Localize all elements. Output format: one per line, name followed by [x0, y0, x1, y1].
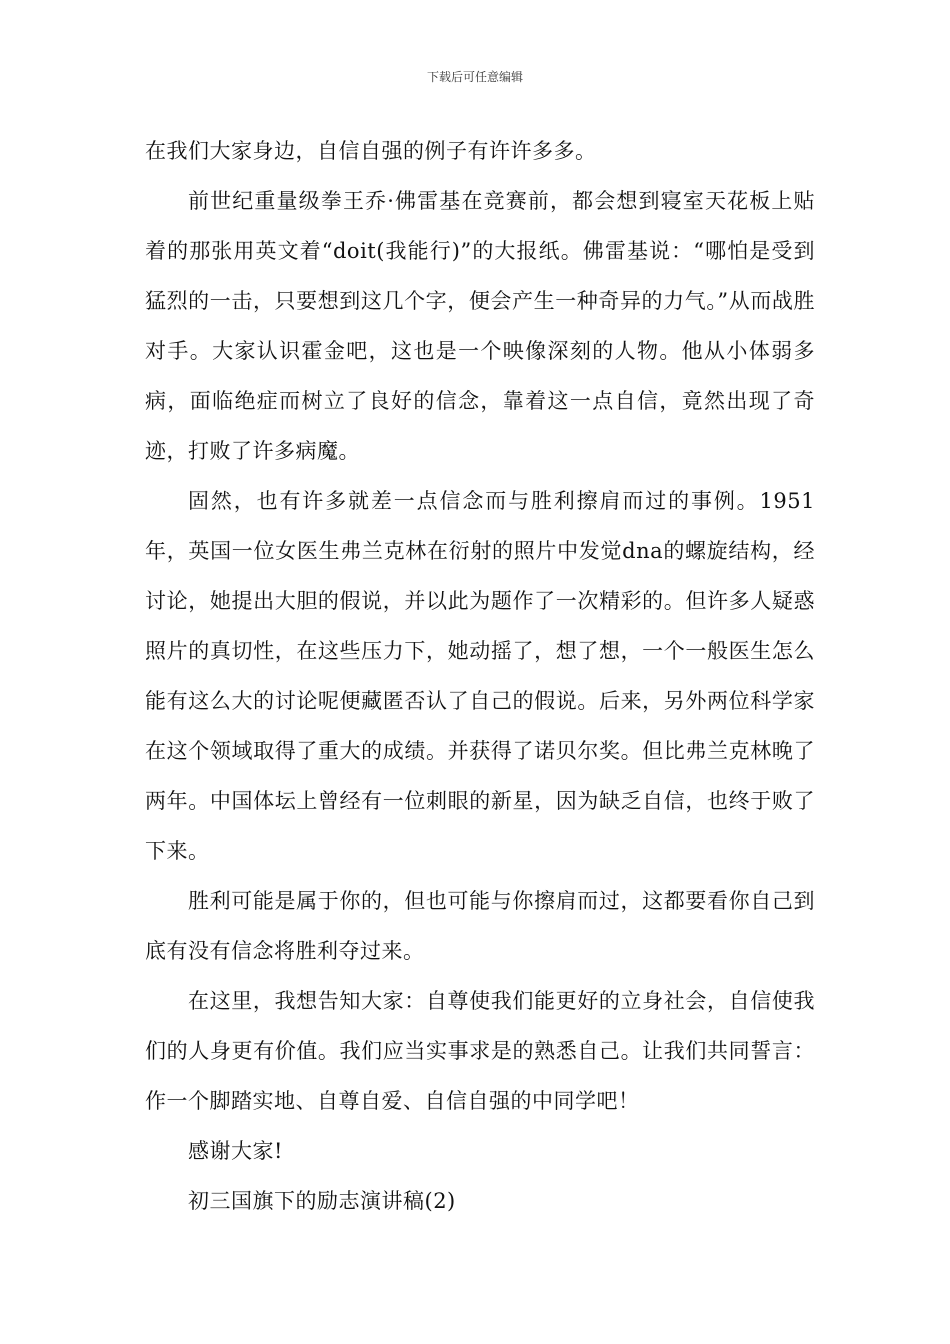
paragraph-4: 胜利可能是属于你的，但也可能与你擦肩而过，这都要看你自己到底有没有信念将胜利夺过来。	[145, 889, 815, 963]
paragraph-5: 在这里，我想告知大家：自尊使我们能更好的立身社会，自信使我们的人身更有价值。我们应当实事求是的熟悉自己。让我们共同誓言：作一个脚踏实地、自尊自爱、自信自强的中同学吧！	[145, 989, 815, 1113]
paragraph-2: 前世纪重量级拳王乔·佛雷基在竞赛前，都会想到寝室天花板上贴着的那张用英文着“doit(我能行)”的大报纸。佛雷基说：“哪怕是受到猛烈的一击，只要想到这几个字，便会产生一种奇异的力气。”从而战胜对手。大家认识霍金吧，这也是一个映像深刻的人物。他从小体弱多病，面临绝症而树立了良好的信念，靠着这一点自信，竟然出现了奇迹，打败了许多病魔。	[145, 189, 815, 463]
paragraph-thanks: 感谢大家!	[188, 1139, 283, 1163]
paragraph-3: 固然，也有许多就差一点信念而与胜利擦肩而过的事例。1951年，英国一位女医生弗兰克林在衍射的照片中发觉dna的螺旋结构，经讨论，她提出大胆的假说，并以此为题作了一次精彩的。但许多人疑惑照片的真切性，在这些压力下，她动摇了，想了想，一个一般医生怎么能有这么大的讨论呢便藏匿否认了自己的假说。后来，另外两位科学家在这个领域取得了重大的成绩。并获得了诺贝尔奖。但比弗兰克林晚了两年。中国体坛上曾经有一位刺眼的新星，因为缺乏自信，也终于败了下来。	[145, 489, 815, 863]
page-header: 下载后可任意编辑	[426, 70, 523, 84]
paragraph-1: 在我们大家身边，自信自强的例子有许许多多。	[145, 139, 597, 163]
document-body	[145, 126, 815, 1226]
section-title: 初三国旗下的励志演讲稿(2)	[188, 1189, 456, 1213]
